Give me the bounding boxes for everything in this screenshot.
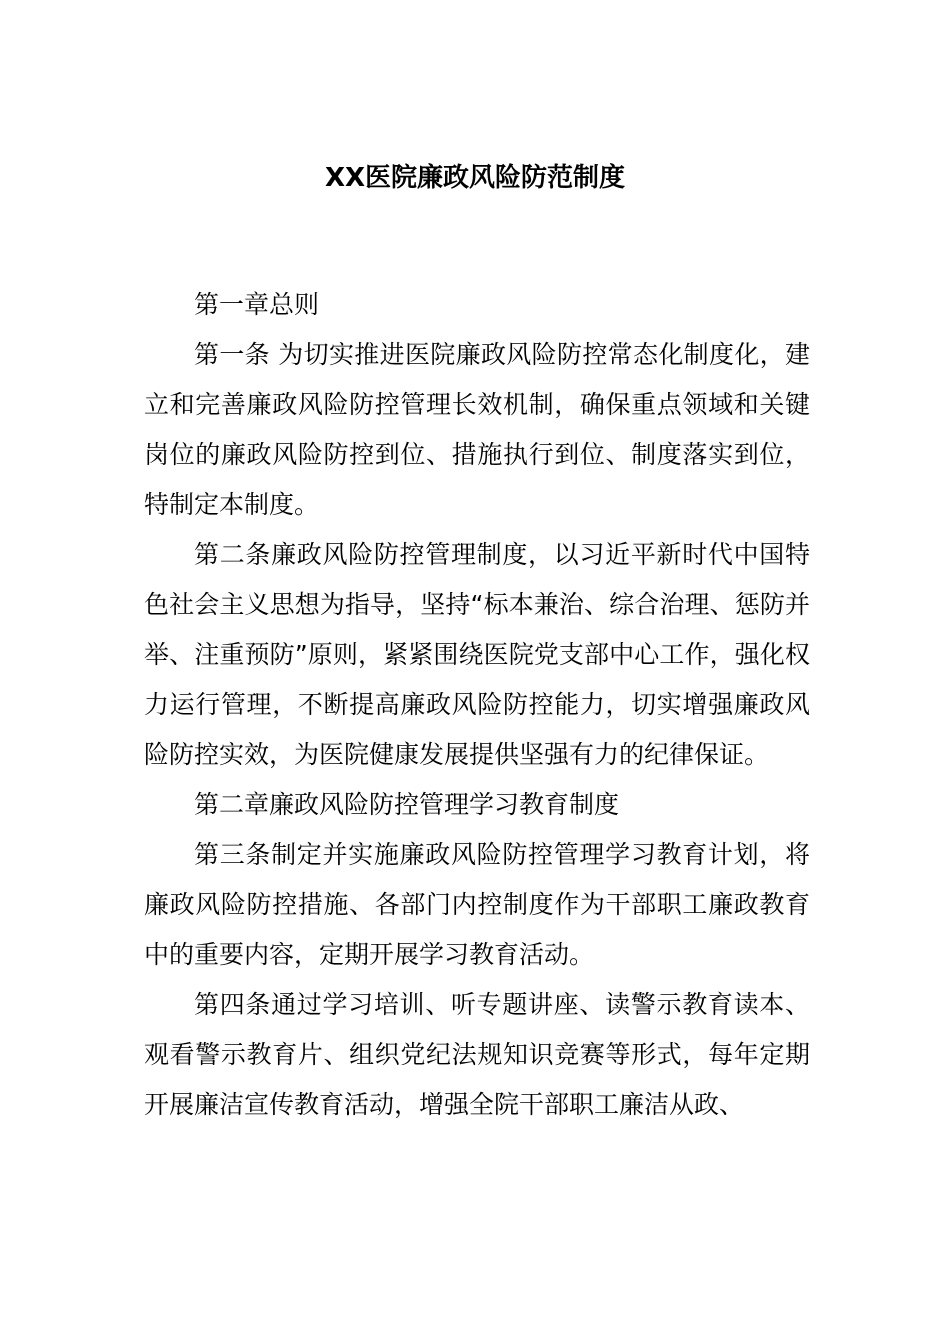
article-paragraph: 第二条廉政风险防控管理制度，以习近平新时代中国特色社会主义思想为指导，坚持“标本兼治、综合治理、惩防并举、注重预防”原则，紧紧围绕医院党支部中心工作，强化权力运行管理，不断提高廉政风险防控能力，切实增强廉政风险防控实效，为医院健康发展提供坚强有力的纪律保证。 [144,540,810,769]
article-paragraph: 第三条制定并实施廉政风险防控管理学习教育计划，将廉政风险防控措施、各部门内控制度作为干部职工廉政教育中的重要内容，定期开展学习教育活动。 [144,840,810,969]
chapter-heading: 第一章总则 [194,290,320,319]
chapter-heading: 第二章廉政风险防控管理学习教育制度 [194,790,620,819]
document-body [144,280,810,1130]
document-title: XX医院廉政风险防范制度 [324,163,626,193]
article-paragraph: 第四条通过学习培训、听专题讲座、读警示教育读本、观看警示教育片、组织党纪法规知识竞赛等形式，每年定期开展廉洁宣传教育活动，增强全院干部职工廉洁从政、 [144,990,810,1119]
article-paragraph: 第一条 为切实推进医院廉政风险防控常态化制度化，建立和完善廉政风险防控管理长效机制，确保重点领域和关键岗位的廉政风险防控到位、措施执行到位、制度落实到位，特制定本制度。 [144,340,810,519]
